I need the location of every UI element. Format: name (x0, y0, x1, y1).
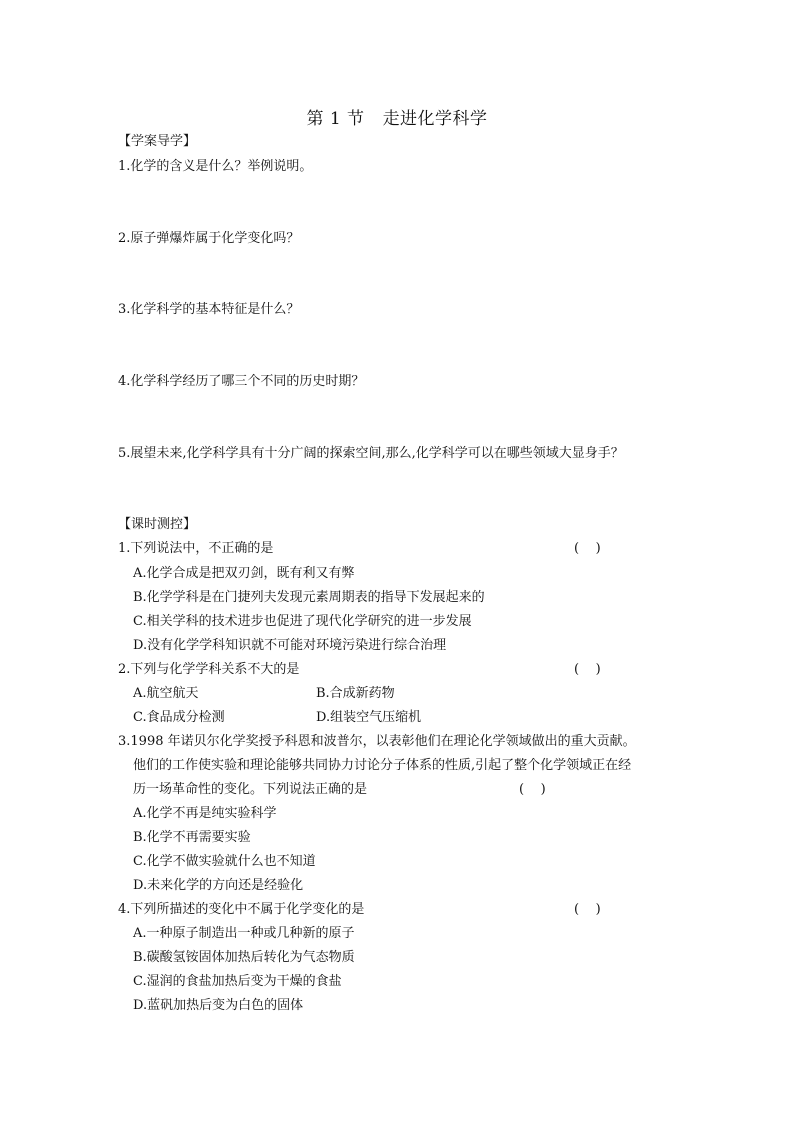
q4-option-b: B.碳酸氢铵固体加热后转化为气态物质 (133, 950, 355, 965)
q2-option-c: C.食品成分检测 (133, 710, 225, 725)
guide-heading: 【学案导学】 (118, 134, 197, 149)
q3-option-d: D.未来化学的方向还是经验化 (133, 878, 304, 893)
title-text: 走进化学科学 (382, 109, 488, 129)
q4-option-a: A.一种原子制造出一种或几种新的原子 (133, 926, 355, 941)
title-section-number: 第 1 节 (306, 109, 365, 129)
guide-question-4: 4.化学科学经历了哪三个不同的历史时期？ (118, 374, 365, 389)
page-title (0, 104, 794, 129)
guide-question-1: 1.化学的含义是什么？举例说明。 (118, 159, 313, 174)
q1-option-b: B.化学学科是在门捷列夫发现元素周期表的指导下发展起来的 (133, 590, 485, 605)
q2-option-d: D.组装空气压缩机 (316, 710, 422, 725)
q2-option-a: A.航空航天 (133, 686, 199, 701)
q1-option-a: A.化学合成是把双刃剑，既有利又有弊 (133, 566, 355, 581)
q1-option-c: C.相关学科的技术进步也促进了现代化学研究的进一步发展 (133, 614, 472, 629)
q2-answer-bracket: ( ) (574, 662, 601, 677)
guide-question-5: 5.展望未来,化学科学具有十分广阔的探索空间,那么,化学科学可以在哪些领域大显身手？ (118, 446, 624, 461)
q3-answer-bracket: ( ) (519, 782, 546, 797)
q3-option-b: B.化学不再需要实验 (133, 830, 251, 845)
q3-option-a: A.化学不再是纯实验科学 (133, 806, 277, 821)
guide-question-2: 2.原子弹爆炸属于化学变化吗？ (118, 231, 300, 246)
q3-stem-line-3: 历一场革命性的变化。下列说法正确的是 (133, 782, 368, 797)
q1-stem: 1.下列说法中，不正确的是 (118, 541, 274, 556)
q3-option-c: C.化学不做实验就什么也不知道 (133, 854, 316, 869)
q1-option-d: D.没有化学学科知识就不可能对环境污染进行综合治理 (133, 638, 447, 653)
q3-stem-line-2: 他们的工作使实验和理论能够共同协力讨论分子体系的性质,引起了整个化学领域正在经 (133, 758, 632, 773)
q4-option-d: D.蓝矾加热后变为白色的固体 (133, 998, 304, 1013)
q3-stem-line-1: 3.1998 年诺贝尔化学奖授予科恩和波普尔，以表彰他们在理论化学领域做出的重大贡献。 (118, 734, 636, 749)
q4-stem: 4.下列所描述的变化中不属于化学变化的是 (118, 902, 365, 917)
q4-answer-bracket: ( ) (574, 902, 601, 917)
q2-stem: 2.下列与化学学科关系不大的是 (118, 662, 300, 677)
q4-option-c: C.湿润的食盐加热后变为干燥的食盐 (133, 974, 342, 989)
q1-answer-bracket: ( ) (574, 541, 601, 556)
q2-option-b: B.合成新药物 (316, 686, 395, 701)
guide-question-3: 3.化学科学的基本特征是什么？ (118, 302, 300, 317)
test-heading: 【课时测控】 (118, 517, 197, 532)
